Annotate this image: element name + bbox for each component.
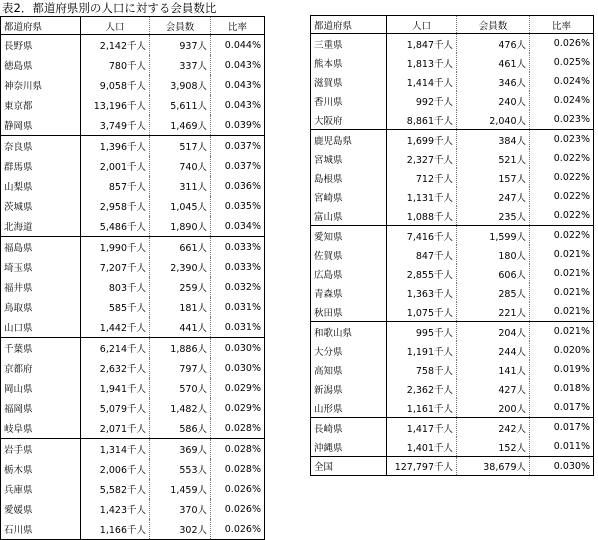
table-row <box>1 459 265 479</box>
population-cell: 1,075千人 <box>387 302 457 322</box>
table-row <box>1 418 265 439</box>
ratio-cell: 0.031% <box>224 301 261 313</box>
members-cell: 244人 <box>457 341 530 360</box>
table-row <box>1 95 265 115</box>
members-cell: 240人 <box>457 91 530 110</box>
members-cell: 200人 <box>457 398 530 418</box>
population-cell: 1,414千人 <box>387 72 457 91</box>
prefecture-cell: 静岡県 <box>1 115 81 136</box>
table-row <box>1 196 265 216</box>
table-row <box>1 338 265 359</box>
population-cell: 1,401千人 <box>387 437 457 457</box>
members-cell: 476人 <box>457 34 530 54</box>
ratio-cell: 0.043% <box>224 59 261 71</box>
table-row <box>311 341 594 360</box>
population-cell: 1,442千人 <box>81 317 150 338</box>
members-cell: 3,908人 <box>150 75 211 95</box>
population-cell: 2,362千人 <box>387 379 457 398</box>
population-cell: 780千人 <box>81 55 150 75</box>
population-cell: 2,071千人 <box>81 418 150 439</box>
ratio-cell: 0.024% <box>553 76 590 87</box>
table-row <box>1 277 265 297</box>
members-cell: 441人 <box>150 317 211 338</box>
prefecture-cell: 岐阜県 <box>1 418 81 439</box>
prefecture-cell: 京都府 <box>1 358 81 378</box>
members-cell: 521人 <box>457 149 530 168</box>
prefecture-cell: 富山県 <box>311 206 387 226</box>
population-cell: 803千人 <box>81 277 150 297</box>
ratio-cell: 0.044% <box>224 39 261 51</box>
population-cell: 7,416千人 <box>387 226 457 246</box>
members-cell: 1,599人 <box>457 226 530 246</box>
table-row <box>311 302 594 322</box>
prefecture-cell: 福島県 <box>1 237 81 258</box>
ratio-cell: 0.037% <box>211 136 265 157</box>
prefecture-cell: 宮城県 <box>311 149 387 168</box>
prefecture-cell: 愛媛県 <box>1 499 81 519</box>
population-cell: 1,191千人 <box>387 341 457 360</box>
ratio-cell: 0.032% <box>224 281 261 293</box>
table-row <box>1 358 265 378</box>
table-row <box>311 149 594 168</box>
population-cell: 7,207千人 <box>81 257 150 277</box>
table-row <box>311 398 594 418</box>
members-cell: 384人 <box>457 130 530 150</box>
table-row <box>1 216 265 237</box>
ratio-cell: 0.021% <box>553 249 590 260</box>
population-cell: 758千人 <box>387 360 457 379</box>
ratio-cell: 0.026% <box>224 483 261 495</box>
population-cell: 1,314千人 <box>81 439 150 460</box>
prefecture-cell: 愛知県 <box>311 226 387 246</box>
ratio-cell: 0.036% <box>224 180 261 192</box>
ratio-cell: 0.017% <box>530 418 594 438</box>
prefecture-cell: 青森県 <box>311 283 387 302</box>
table-row <box>311 226 594 246</box>
population-cell: 1,699千人 <box>387 130 457 150</box>
prefecture-cell: 鳥取県 <box>1 297 81 317</box>
prefecture-cell: 高知県 <box>311 360 387 379</box>
members-cell: 1,890人 <box>150 216 211 237</box>
population-cell: 2,958千人 <box>81 196 150 216</box>
ratio-cell: 0.022% <box>553 191 590 202</box>
members-cell: 1,459人 <box>150 479 211 499</box>
total-members: 38,679人 <box>457 457 530 476</box>
prefecture-cell: 鹿児島県 <box>311 130 387 150</box>
members-cell: 661人 <box>150 237 211 258</box>
prefecture-cell: 長崎県 <box>311 418 387 438</box>
population-cell: 1,396千人 <box>81 136 150 157</box>
population-cell: 585千人 <box>81 297 150 317</box>
population-cell: 1,813千人 <box>387 53 457 72</box>
prefecture-cell: 茨城県 <box>1 196 81 216</box>
header-prefecture: 都道府県 <box>1 17 81 35</box>
prefecture-cell: 埼玉県 <box>1 257 81 277</box>
header-ratio: 比率 <box>530 16 594 34</box>
ratio-cell: 0.021% <box>553 268 590 279</box>
population-cell: 1,941千人 <box>81 378 150 398</box>
population-cell: 2,632千人 <box>81 358 150 378</box>
prefecture-cell: 奈良県 <box>1 136 81 157</box>
members-cell: 259人 <box>150 277 211 297</box>
members-cell: 181人 <box>150 297 211 317</box>
ratio-cell: 0.017% <box>553 402 590 413</box>
header-population: 人口 <box>81 17 150 35</box>
members-cell: 337人 <box>150 55 211 75</box>
prefecture-cell: 秋田県 <box>311 302 387 322</box>
total-ratio: 0.030% <box>530 457 594 476</box>
table-row <box>311 34 594 54</box>
population-cell: 995千人 <box>387 322 457 342</box>
ratio-cell: 0.028% <box>211 439 265 460</box>
table-row <box>1 297 265 317</box>
members-cell: 369人 <box>150 439 211 460</box>
prefecture-cell: 福井県 <box>1 277 81 297</box>
header-row <box>1 17 265 35</box>
prefecture-cell: 山形県 <box>311 398 387 418</box>
members-cell: 1,045人 <box>150 196 211 216</box>
prefecture-cell: 佐賀県 <box>311 245 387 264</box>
population-cell: 1,423千人 <box>81 499 150 519</box>
ratio-cell: 0.021% <box>530 322 594 342</box>
population-cell: 2,855千人 <box>387 264 457 283</box>
table-row <box>311 72 594 91</box>
members-cell: 5,611人 <box>150 95 211 115</box>
ratio-cell: 0.026% <box>553 38 590 49</box>
members-cell: 586人 <box>150 418 211 439</box>
ratio-cell: 0.011% <box>553 441 590 452</box>
ratio-cell: 0.023% <box>553 114 590 125</box>
ratio-cell: 0.033% <box>224 261 261 273</box>
prefecture-cell: 千葉県 <box>1 338 81 359</box>
total-label: 全国 <box>311 457 387 476</box>
members-cell: 1,482人 <box>150 398 211 418</box>
population-cell: 992千人 <box>387 91 457 110</box>
ratio-cell: 0.025% <box>553 57 590 68</box>
members-cell: 517人 <box>150 136 211 157</box>
members-cell: 606人 <box>457 264 530 283</box>
prefecture-cell: 三重県 <box>311 34 387 54</box>
table-row <box>1 176 265 196</box>
table-row <box>311 168 594 187</box>
members-cell: 346人 <box>457 72 530 91</box>
prefecture-cell: 大阪府 <box>311 110 387 130</box>
header-row <box>311 16 594 34</box>
population-cell: 9,058千人 <box>81 75 150 95</box>
ratio-cell: 0.037% <box>224 160 261 172</box>
prefecture-cell: 栃木県 <box>1 459 81 479</box>
population-cell: 1,088千人 <box>387 206 457 226</box>
members-cell: 302人 <box>150 519 211 540</box>
ratio-cell: 0.026% <box>224 503 261 515</box>
members-cell: 553人 <box>150 459 211 479</box>
ratio-cell: 0.030% <box>224 362 261 374</box>
ratio-cell: 0.043% <box>224 79 261 91</box>
ratio-cell: 0.028% <box>224 463 261 475</box>
population-cell: 5,582千人 <box>81 479 150 499</box>
members-cell: 247人 <box>457 187 530 206</box>
ratio-cell: 0.022% <box>530 226 594 246</box>
members-cell: 152人 <box>457 437 530 457</box>
header-population: 人口 <box>387 16 457 34</box>
prefecture-cell: 大分県 <box>311 341 387 360</box>
prefecture-cell: 広島県 <box>311 264 387 283</box>
prefecture-cell: 岡山県 <box>1 378 81 398</box>
ratio-cell: 0.022% <box>553 172 590 183</box>
members-cell: 427人 <box>457 379 530 398</box>
population-cell: 1,161千人 <box>387 398 457 418</box>
ratio-cell: 0.039% <box>224 119 261 131</box>
ratio-cell: 0.023% <box>530 130 594 150</box>
population-cell: 3,749千人 <box>81 115 150 136</box>
table-row <box>311 360 594 379</box>
ratio-cell: 0.031% <box>224 321 261 333</box>
prefecture-cell: 群馬県 <box>1 156 81 176</box>
right-table <box>310 15 594 476</box>
prefecture-cell: 山口県 <box>1 317 81 338</box>
table-row <box>1 378 265 398</box>
prefecture-cell: 滋賀県 <box>311 72 387 91</box>
members-cell: 311人 <box>150 176 211 196</box>
population-cell: 5,486千人 <box>81 216 150 237</box>
population-cell: 5,079千人 <box>81 398 150 418</box>
prefecture-cell: 神奈川県 <box>1 75 81 95</box>
population-cell: 2,006千人 <box>81 459 150 479</box>
population-cell: 2,327千人 <box>387 149 457 168</box>
table-row <box>311 418 594 438</box>
population-cell: 1,131千人 <box>387 187 457 206</box>
ratio-cell: 0.019% <box>553 364 590 375</box>
prefecture-cell: 東京都 <box>1 95 81 115</box>
prefecture-cell: 岩手県 <box>1 439 81 460</box>
population-cell: 8,861千人 <box>387 110 457 130</box>
table-row <box>311 283 594 302</box>
prefecture-cell: 新潟県 <box>311 379 387 398</box>
table-row <box>1 75 265 95</box>
table-row <box>311 379 594 398</box>
population-cell: 1,363千人 <box>387 283 457 302</box>
table-row <box>311 245 594 264</box>
table-row <box>1 519 265 540</box>
members-cell: 370人 <box>150 499 211 519</box>
table-row <box>1 237 265 258</box>
ratio-cell: 0.020% <box>553 345 590 356</box>
table-row <box>1 35 265 56</box>
population-cell: 2,142千人 <box>81 35 150 56</box>
table-row <box>311 130 594 150</box>
total-population: 127,797千人 <box>387 457 457 476</box>
population-cell: 1,990千人 <box>81 237 150 258</box>
population-cell: 1,847千人 <box>387 34 457 54</box>
members-cell: 2,390人 <box>150 257 211 277</box>
prefecture-cell: 島根県 <box>311 168 387 187</box>
table-row <box>1 439 265 460</box>
prefecture-cell: 山梨県 <box>1 176 81 196</box>
members-cell: 242人 <box>457 418 530 438</box>
table-row <box>311 264 594 283</box>
header-members: 会員数 <box>150 17 211 35</box>
table-row <box>1 398 265 418</box>
header-members: 会員数 <box>457 16 530 34</box>
header-prefecture: 都道府県 <box>311 16 387 34</box>
population-cell: 2,001千人 <box>81 156 150 176</box>
population-cell: 712千人 <box>387 168 457 187</box>
prefecture-cell: 石川県 <box>1 519 81 540</box>
ratio-cell: 0.028% <box>224 422 261 434</box>
table-row <box>1 257 265 277</box>
ratio-cell: 0.026% <box>224 523 261 535</box>
population-cell: 1,166千人 <box>81 519 150 540</box>
table-row <box>1 156 265 176</box>
left-table <box>0 16 265 540</box>
table-row <box>1 115 265 136</box>
header-ratio: 比率 <box>211 17 265 35</box>
ratio-cell: 0.018% <box>553 383 590 394</box>
members-cell: 1,469人 <box>150 115 211 136</box>
members-cell: 2,040人 <box>457 110 530 130</box>
members-cell: 937人 <box>150 35 211 56</box>
table-row <box>1 317 265 338</box>
prefecture-cell: 長野県 <box>1 35 81 56</box>
members-cell: 1,886人 <box>150 338 211 359</box>
population-cell: 1,417千人 <box>387 418 457 438</box>
ratio-cell: 0.043% <box>224 99 261 111</box>
ratio-cell: 0.030% <box>211 338 265 359</box>
ratio-cell: 0.035% <box>224 200 261 212</box>
members-cell: 797人 <box>150 358 211 378</box>
members-cell: 285人 <box>457 283 530 302</box>
prefecture-cell: 兵庫県 <box>1 479 81 499</box>
prefecture-cell: 北海道 <box>1 216 81 237</box>
table-row <box>311 187 594 206</box>
population-cell: 857千人 <box>81 176 150 196</box>
ratio-cell: 0.034% <box>224 220 261 232</box>
ratio-cell: 0.021% <box>553 287 590 298</box>
table-title: 表2．都道府県別の人口に対する会員数比 <box>2 1 217 15</box>
prefecture-cell: 徳島県 <box>1 55 81 75</box>
population-cell: 13,196千人 <box>81 95 150 115</box>
prefecture-cell: 福岡県 <box>1 398 81 418</box>
members-cell: 157人 <box>457 168 530 187</box>
prefecture-cell: 宮崎県 <box>311 187 387 206</box>
ratio-cell: 0.033% <box>211 237 265 258</box>
table-row <box>311 91 594 110</box>
members-cell: 180人 <box>457 245 530 264</box>
table-row <box>311 322 594 342</box>
total-row <box>311 457 594 476</box>
ratio-cell: 0.029% <box>224 382 261 394</box>
table-row <box>1 55 265 75</box>
table-row <box>311 437 594 457</box>
members-cell: 740人 <box>150 156 211 176</box>
table-row <box>1 499 265 519</box>
population-cell: 6,214千人 <box>81 338 150 359</box>
members-cell: 461人 <box>457 53 530 72</box>
population-cell: 847千人 <box>387 245 457 264</box>
ratio-cell: 0.022% <box>553 153 590 164</box>
table-row <box>1 479 265 499</box>
members-cell: 204人 <box>457 322 530 342</box>
members-cell: 221人 <box>457 302 530 322</box>
prefecture-cell: 和歌山県 <box>311 322 387 342</box>
table-row <box>1 136 265 157</box>
members-cell: 570人 <box>150 378 211 398</box>
prefecture-cell: 香川県 <box>311 91 387 110</box>
ratio-cell: 0.021% <box>553 306 590 317</box>
table-row <box>311 110 594 130</box>
prefecture-cell: 熊本県 <box>311 53 387 72</box>
ratio-cell: 0.024% <box>553 95 590 106</box>
table-row <box>311 206 594 226</box>
prefecture-cell: 沖縄県 <box>311 437 387 457</box>
ratio-cell: 0.022% <box>553 210 590 221</box>
ratio-cell: 0.029% <box>224 402 261 414</box>
members-cell: 141人 <box>457 360 530 379</box>
table-row <box>311 53 594 72</box>
members-cell: 235人 <box>457 206 530 226</box>
